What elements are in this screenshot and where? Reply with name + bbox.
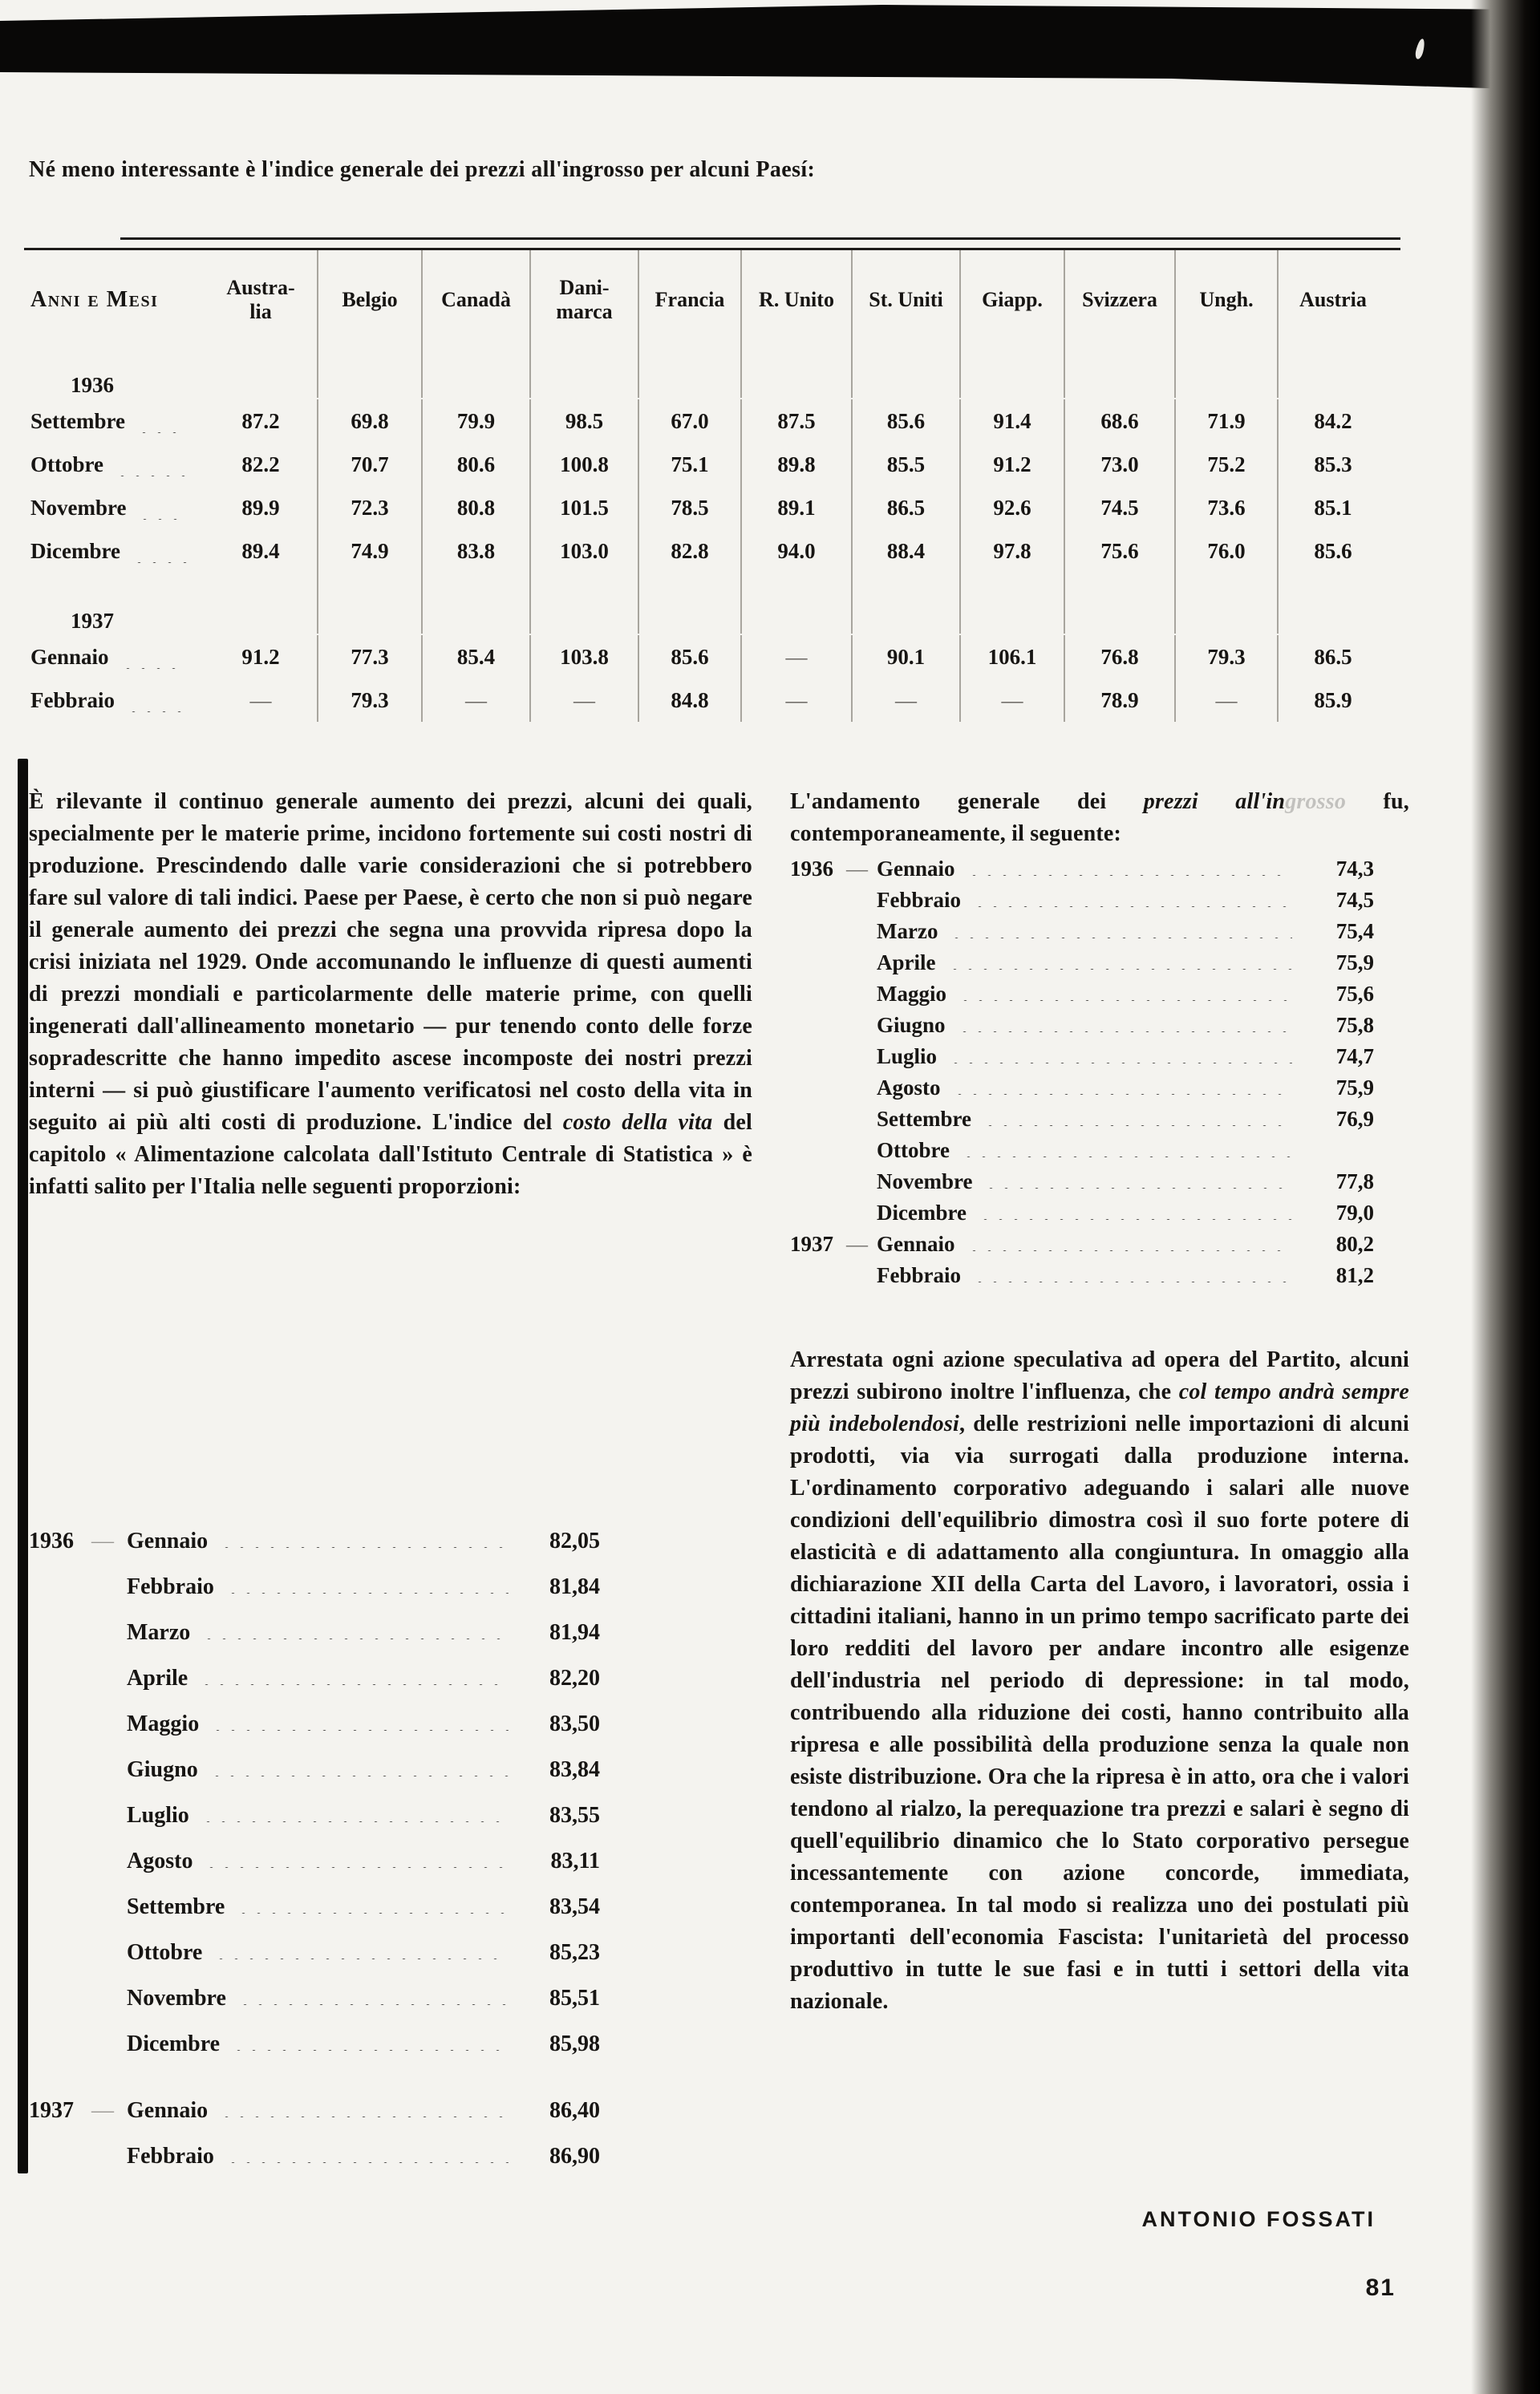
- table-value: —: [1174, 679, 1277, 722]
- list-value: 81,2: [1335, 1263, 1374, 1287]
- table-value: 87.5: [740, 399, 851, 443]
- year-dash: —: [91, 1529, 114, 1553]
- author-signature: ANTONIO FOSSATI: [1141, 2207, 1376, 2231]
- table-value: 83.8: [421, 529, 529, 573]
- index-list-row: [790, 1039, 1374, 1071]
- list-month-label: Giugno: [877, 1013, 946, 1037]
- index-list-row: [29, 1935, 600, 1981]
- index-list-row: [790, 946, 1374, 977]
- index-list-row: [29, 2027, 600, 2072]
- table-value: 76.8: [1064, 635, 1174, 679]
- list-value: 80,2: [1335, 1232, 1374, 1256]
- table-value: 91.4: [959, 399, 1064, 443]
- dotted-leader: [135, 409, 187, 433]
- index-list-row: [29, 1524, 600, 1570]
- table-value: 85.6: [638, 635, 740, 679]
- dotted-leader: [202, 1844, 509, 1868]
- dotted-leader: [965, 1227, 1292, 1251]
- table-value: 76.0: [1174, 529, 1277, 573]
- list-value: 77,8: [1335, 1169, 1374, 1193]
- text-segment: , delle restrizioni nelle importazioni di alcuni prodotti, via via surrogati dalla produzione interna. L'ordinamento corporativo adeguando i salari alle nuove condizioni dell'equilibrio dimostra così il suo forte potere di elasticità e di adattamento alla congiuntura. In omaggio alla dichiarazione XII della Carta del Lavoro, i lavoratori, ossia i cittadini italiani, hanno in un primo tempo sacrificato parte dei loro redditi del lavoro per andare incontro alle esigenze dell'industria nel periodo di depressione: in tal modo, contribuendo alla riduzione dei costi, hanno contribuito alla ripresa e alle possibilità della produzione senza la quale non esiste distribuzione. Ora che la ripresa è in atto, ora che i valori tendono al rialzo, la perequazione tra prezzi e salari è segno di quell'equilibrio dinamico che lo Stato corporativo persegue incessantemente con azione concorde, immediata, contemporanea. In tal modo si realizza uno dei postulati più importanti dell'economia Fascista: l'unitarietà del processo produttivo in tutte le sue fasi e in tutti i settori della vita nazionale.: [790, 1412, 1409, 2014]
- list-value: 86,90: [549, 2144, 600, 2169]
- index-list-row: [790, 883, 1374, 914]
- dotted-leader: [971, 883, 1292, 907]
- table-value: 106.1: [959, 635, 1064, 679]
- table-value: 74.9: [317, 529, 421, 573]
- table-value: 75.6: [1064, 529, 1174, 573]
- dotted-leader: [113, 452, 187, 476]
- page-number: 81: [1365, 2275, 1396, 2301]
- list-month-label: Agosto: [127, 1849, 193, 1873]
- dotted-leader: [959, 1133, 1292, 1157]
- dotted-leader: [199, 1798, 509, 1822]
- dotted-leader: [946, 946, 1293, 970]
- table-value: 67.0: [638, 399, 740, 443]
- table-row-header: Anni e Mesi: [30, 287, 159, 312]
- list-value: 85,98: [549, 2031, 600, 2056]
- list-month-label: Gennaio: [127, 2098, 209, 2123]
- table-value: —: [959, 679, 1064, 722]
- table-month-label: Settembre: [24, 399, 205, 443]
- table-value: 80.8: [421, 486, 529, 529]
- table-cell: [959, 350, 1064, 398]
- table-value: 73.0: [1064, 443, 1174, 486]
- table-column-header: Austria: [1277, 250, 1388, 350]
- table-cell: [1277, 573, 1388, 585]
- index-list-row: [790, 1008, 1374, 1039]
- dotted-leader: [976, 1196, 1292, 1220]
- index-list-row: [29, 1844, 600, 1890]
- index-list-row: [29, 1661, 600, 1707]
- dotted-leader: [947, 914, 1292, 938]
- dotted-leader: [124, 688, 187, 712]
- dotted-leader: [982, 1165, 1292, 1189]
- list-value: 86,40: [549, 2098, 600, 2123]
- list-value: 75,8: [1335, 1013, 1374, 1037]
- list-month-label: Giugno: [127, 1757, 198, 1782]
- list-month-label: Ottobre: [877, 1138, 950, 1162]
- table-value: 85.5: [851, 443, 959, 486]
- scan-edge-top: [0, 0, 1540, 90]
- table-value: 89.4: [241, 538, 280, 563]
- index-list-row: [790, 1258, 1374, 1290]
- index-list-row: [790, 852, 1374, 883]
- index-list-row: [29, 1890, 600, 1935]
- table-cell: [24, 573, 205, 585]
- table-value: 69.8: [317, 399, 421, 443]
- text-segment: del capitolo « Alimentazione calcolata dall'Istituto Centrale di Statistica » è infatti salito per l'Italia nelle seguenti proporzioni:: [29, 1110, 752, 1199]
- right-column-intro: [790, 786, 1409, 850]
- table-value: 85.1: [1277, 486, 1388, 529]
- table-column-header: Ungh.: [1174, 250, 1277, 350]
- dotted-leader: [130, 539, 187, 563]
- list-year-label: 1937: [29, 2098, 74, 2123]
- scan-edge-left: [18, 759, 28, 2173]
- index-list-row: [790, 1165, 1374, 1196]
- dotted-leader: [229, 2027, 509, 2051]
- dotted-leader: [981, 1102, 1292, 1126]
- dotted-leader: [950, 1071, 1293, 1095]
- scan-edge-right: [1471, 0, 1540, 2394]
- table-cell: [1277, 585, 1388, 634]
- index-list-row: [790, 1196, 1374, 1227]
- table-cell: [1064, 573, 1174, 585]
- list-value: 85,23: [549, 1940, 600, 1965]
- index-list-row: [29, 1570, 600, 1615]
- index-list-row: [29, 1615, 600, 1661]
- dotted-leader: [956, 977, 1292, 1001]
- list-value: 82,05: [549, 1529, 600, 1553]
- table-value: 94.0: [740, 529, 851, 573]
- dotted-leader: [965, 852, 1292, 876]
- list-value: 75,6: [1335, 982, 1374, 1006]
- text-segment: prezzi all'in: [1143, 789, 1286, 814]
- table-value: 71.9: [1174, 399, 1277, 443]
- table-value: 84.8: [638, 679, 740, 722]
- list-value: 75,4: [1335, 919, 1374, 943]
- table-cell: [317, 573, 421, 585]
- list-month-label: Febbraio: [127, 1574, 214, 1599]
- table-value: 82.8: [638, 529, 740, 573]
- index-list-row: [29, 1707, 600, 1752]
- table-cell: [1064, 585, 1174, 634]
- table-cell: [740, 350, 851, 398]
- list-month-label: Dicembre: [127, 2031, 221, 2056]
- list-month-label: Febbraio: [127, 2144, 214, 2169]
- table-value: 85.3: [1277, 443, 1388, 486]
- list-value: 82,20: [549, 1666, 600, 1691]
- list-month-label: Maggio: [877, 982, 946, 1006]
- text-segment: L'andamento generale dei: [790, 789, 1144, 814]
- table-value: 100.8: [529, 443, 638, 486]
- table-value: 68.6: [1064, 399, 1174, 443]
- index-list-row: [29, 1752, 600, 1798]
- index-list-row: [29, 1798, 600, 1844]
- list-month-label: Luglio: [127, 1803, 189, 1828]
- table-value: 86.5: [1277, 635, 1388, 679]
- table-value: —: [740, 679, 851, 722]
- list-value: 74,7: [1335, 1044, 1374, 1068]
- table-month-label: Dicembre: [24, 529, 205, 573]
- table-cell: [317, 585, 421, 634]
- table-cell: [421, 585, 529, 634]
- text-segment: È rilevante il continuo generale aumento dei prezzi, alcuni dei quali, specialmente per le materie prime, incidono fortemente sui costi nostri di produzione. Prescindendo dalle varie considerazioni che si potrebbero fare sul valore di tali indici. Paese per Paese, è certo che non si può negare il generale aumento dei prezzi che segna una provvida ripresa dopo la crisi iniziata nel 1929. Onde accomunando le influenze di questi aumenti di prezzi mondiali e particolarmente delle materie prime, con quelli ingenerati dall'allineamento monetario — pur tenendo conto delle forze sopradescritte che hanno impedito ascese incomposte dei nostri prezzi interni — si può giustificare l'aumento verificatosi nel costo della vita in seguito ai più alti costi di produzione. L'indice del: [29, 789, 752, 1135]
- text-segment: col tempo andrà sempre più indebolendosi: [790, 1379, 1409, 1436]
- dotted-leader: [209, 1707, 509, 1731]
- table-cell: [740, 573, 851, 585]
- table-cell: [851, 350, 959, 398]
- table-value: 89.8: [740, 443, 851, 486]
- table-month-label: Ottobre: [24, 443, 205, 486]
- table-value: 75.2: [1174, 443, 1277, 486]
- index-list-row: [790, 977, 1374, 1008]
- list-value: 83,50: [549, 1711, 600, 1736]
- dotted-leader: [971, 1258, 1292, 1282]
- dotted-leader: [197, 1661, 509, 1685]
- dotted-leader: [946, 1039, 1292, 1063]
- list-month-label: Gennaio: [877, 1232, 955, 1256]
- dotted-leader: [236, 1981, 509, 2005]
- table-cell: [205, 585, 317, 634]
- table-value: —: [851, 679, 959, 722]
- index-list-row: [790, 914, 1374, 946]
- dotted-leader: [955, 1008, 1292, 1032]
- dotted-leader: [217, 2093, 509, 2117]
- list-year-label: 1936: [29, 1529, 74, 1553]
- table-value: 97.8: [959, 529, 1064, 573]
- table-cell: [529, 350, 638, 398]
- table-value: 79.3: [1174, 635, 1277, 679]
- table-cell: [529, 585, 638, 634]
- table-cell: [205, 350, 317, 398]
- index-list-row: [790, 1133, 1374, 1165]
- table-month-label: Febbraio: [24, 679, 205, 722]
- list-month-label: Novembre: [127, 1986, 226, 2011]
- list-month-label: Agosto: [877, 1075, 941, 1100]
- table-cell: [1174, 350, 1277, 398]
- table-cell: [740, 585, 851, 634]
- index-list-row: [790, 1227, 1374, 1258]
- table-cell: [959, 573, 1064, 585]
- table-value: 85.6: [851, 399, 959, 443]
- list-month-label: Luglio: [877, 1044, 938, 1068]
- year-dash: —: [846, 857, 868, 881]
- table-value: 82.2: [241, 452, 280, 476]
- table-value: 91.2: [959, 443, 1064, 486]
- index-list-row: [29, 2093, 600, 2139]
- dotted-leader: [200, 1615, 509, 1639]
- cost-of-living-list: [29, 1524, 600, 2185]
- list-month-label: Febbraio: [877, 888, 961, 912]
- table-value: 98.5: [529, 399, 638, 443]
- list-month-label: Maggio: [127, 1711, 200, 1736]
- list-month-label: Settembre: [127, 1894, 225, 1919]
- list-value: 83,84: [549, 1757, 600, 1782]
- table-month-label: Gennaio: [24, 635, 205, 679]
- table-value: 92.6: [959, 486, 1064, 529]
- table-value: 70.7: [317, 443, 421, 486]
- list-month-label: Novembre: [877, 1169, 973, 1193]
- list-value: 81,84: [549, 1574, 600, 1599]
- table-cell: [851, 573, 959, 585]
- table-cell: [1277, 350, 1388, 398]
- table-year-label: 1936: [71, 373, 114, 397]
- table-column-header: Austra- lia: [226, 276, 295, 323]
- table-value: 79.3: [317, 679, 421, 722]
- table-column-header: Dani- marca: [529, 250, 638, 350]
- table-value: 88.4: [851, 529, 959, 573]
- list-value: 76,9: [1335, 1107, 1374, 1131]
- right-column-paragraph: [790, 1344, 1409, 2018]
- table-cell: [1064, 350, 1174, 398]
- table-value: 85.6: [1277, 529, 1388, 573]
- table-value: 103.8: [529, 635, 638, 679]
- list-month-label: Gennaio: [127, 1529, 209, 1553]
- table-value: 86.5: [851, 486, 959, 529]
- dotted-leader: [217, 1524, 509, 1548]
- list-value: 79,0: [1335, 1201, 1374, 1225]
- list-value: 74,5: [1335, 888, 1374, 912]
- dotted-leader: [234, 1890, 509, 1914]
- list-month-label: Febbraio: [877, 1263, 961, 1287]
- table-value: 75.1: [638, 443, 740, 486]
- text-segment: grosso: [1285, 789, 1347, 814]
- list-month-label: Gennaio: [877, 857, 955, 881]
- dotted-leader: [119, 645, 187, 669]
- table-column-header: R. Unito: [740, 250, 851, 350]
- index-list-row: [29, 1981, 600, 2027]
- table-value: 74.5: [1064, 486, 1174, 529]
- list-month-label: Aprile: [127, 1666, 188, 1691]
- table-value: 79.9: [421, 399, 529, 443]
- dotted-leader: [136, 496, 187, 520]
- table-cell: [205, 573, 317, 585]
- table-top-rule: [120, 237, 1400, 240]
- text-segment: fu, contemporaneamente, il seguente:: [790, 789, 1409, 846]
- index-list-row: [29, 2139, 600, 2185]
- dotted-leader: [212, 1935, 509, 1959]
- index-list-row: [790, 1102, 1374, 1133]
- wholesale-index-list: [790, 852, 1374, 1290]
- list-value: 75,9: [1335, 950, 1374, 974]
- table-cell: [638, 585, 740, 634]
- table-cell: [638, 573, 740, 585]
- table-cell: [317, 350, 421, 398]
- table-column-header: Giapp.: [959, 250, 1064, 350]
- table-value: 84.2: [1277, 399, 1388, 443]
- table-month-label: Novembre: [24, 486, 205, 529]
- table-column-header: Svizzera: [1064, 250, 1174, 350]
- table-cell: [638, 350, 740, 398]
- text-segment: costo della vita: [562, 1110, 713, 1135]
- wholesale-prices-table: [24, 250, 1388, 722]
- table-cell: [1174, 573, 1277, 585]
- dotted-leader: [208, 1752, 509, 1776]
- table-column-header: Francia: [638, 250, 740, 350]
- table-year-label: 1937: [71, 609, 114, 633]
- list-month-label: Dicembre: [877, 1201, 967, 1225]
- table-cell: [421, 573, 529, 585]
- table-value: 91.2: [241, 644, 280, 669]
- text-segment: Arrestata ogni azione speculativa ad opera del Partito, alcuni prezzi subirono inoltre l'influenza, che: [790, 1347, 1409, 1404]
- table-value: 77.3: [317, 635, 421, 679]
- dotted-leader: [224, 1570, 509, 1594]
- list-month-label: Ottobre: [127, 1940, 203, 1965]
- table-value: —: [421, 679, 529, 722]
- dotted-leader: [224, 2139, 509, 2163]
- left-column-paragraph: [29, 786, 752, 1203]
- index-list-row: [790, 1071, 1374, 1102]
- list-value: 85,51: [549, 1986, 600, 2011]
- table-cell: [529, 573, 638, 585]
- table-column-header: Belgio: [317, 250, 421, 350]
- table-value: 78.9: [1064, 679, 1174, 722]
- table-cell: [1174, 585, 1277, 634]
- table-value: 85.4: [421, 635, 529, 679]
- table-value: 87.2: [241, 408, 280, 433]
- list-value: 74,3: [1335, 857, 1374, 881]
- table-value: 72.3: [317, 486, 421, 529]
- list-month-label: Marzo: [877, 919, 938, 943]
- table-value: —: [529, 679, 638, 722]
- table-value: 103.0: [529, 529, 638, 573]
- table-cell: [851, 585, 959, 634]
- list-value: 83,54: [549, 1894, 600, 1919]
- table-value: 80.6: [421, 443, 529, 486]
- table-value: —: [249, 687, 272, 712]
- table-value: 101.5: [529, 486, 638, 529]
- year-dash: —: [91, 2098, 114, 2123]
- table-value: 85.9: [1277, 679, 1388, 722]
- intro-text: Né meno interessante è l'indice generale dei prezzi all'ingrosso per alcuni Paesí:: [29, 157, 816, 182]
- table-column-header: St. Uniti: [851, 250, 959, 350]
- year-dash: —: [846, 1232, 868, 1256]
- list-value: 83,55: [549, 1803, 600, 1828]
- table-column-header: Canadà: [421, 250, 529, 350]
- list-value: 81,94: [549, 1620, 600, 1645]
- list-year-label: 1936: [790, 857, 833, 881]
- table-cell: [421, 350, 529, 398]
- list-month-label: Aprile: [877, 950, 936, 974]
- table-cell: [959, 585, 1064, 634]
- table-value: 89.1: [740, 486, 851, 529]
- table-value: —: [740, 635, 851, 679]
- table-value: 90.1: [851, 635, 959, 679]
- list-value: 83,11: [550, 1849, 600, 1873]
- table-value: 78.5: [638, 486, 740, 529]
- list-year-label: 1937: [790, 1232, 833, 1256]
- list-value: 75,9: [1335, 1075, 1374, 1100]
- list-month-label: Marzo: [127, 1620, 191, 1645]
- table-value: 73.6: [1174, 486, 1277, 529]
- list-month-label: Settembre: [877, 1107, 971, 1131]
- table-value: 89.9: [241, 495, 280, 520]
